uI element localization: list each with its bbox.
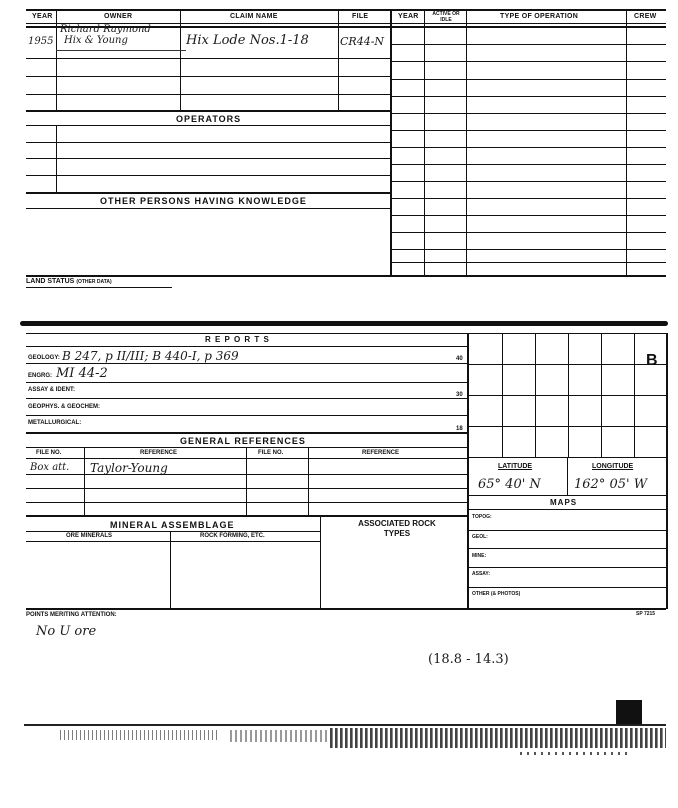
num-30: 30 xyxy=(456,392,463,398)
header-year-2: YEAR xyxy=(398,13,419,20)
land-status xyxy=(26,278,112,285)
operators-title: OPERATORS xyxy=(176,114,242,124)
geol-label: GEOL: xyxy=(472,534,488,540)
col-file-no-2: FILE NO. xyxy=(258,450,284,456)
engrg-label: ENGRG: xyxy=(28,373,52,379)
row1-owner-line2: Hix & Young xyxy=(64,35,128,46)
assay-label: ASSAY: xyxy=(472,571,491,577)
row1-year: 1955 xyxy=(28,36,54,47)
associated-rock-types-title: ASSOCIATED ROCK TYPES xyxy=(358,519,436,538)
scan-edge-noise xyxy=(0,700,678,780)
row1-owner-line1: Richard Raymond xyxy=(60,24,151,35)
col-reference-2: REFERENCE xyxy=(362,450,400,456)
header-active-or-idle: ACTIVE OR IDLE xyxy=(432,11,460,23)
row1-file: CR44-N xyxy=(340,35,385,48)
col-file-no: FILE NO. xyxy=(36,450,62,456)
land-status-label: LAND STATUS xyxy=(26,278,75,285)
row1-claim-name: Hix Lode Nos.1-18 xyxy=(186,33,309,48)
mineral-assemblage-title: MINERAL ASSEMBLAGE xyxy=(110,520,235,530)
num-40: 40 xyxy=(456,356,463,362)
points-code: (18.8 - 14.3) xyxy=(428,652,509,667)
other-persons-title: OTHER PERSONS HAVING KNOWLEDGE xyxy=(100,196,307,206)
header-file: FILE xyxy=(352,13,369,20)
grid-mark: B xyxy=(646,352,658,369)
header-owner: OWNER xyxy=(104,13,133,20)
ref-row1-reference: Taylor-Young xyxy=(90,461,168,475)
reports-title: R E P O R T S xyxy=(205,335,270,344)
metallurgical-label: METALLURGICAL: xyxy=(28,420,82,426)
header-crew: CREW xyxy=(634,13,657,20)
assay-ident-label: ASSAY & IDENT: xyxy=(28,387,76,393)
col-reference: REFERENCE xyxy=(140,450,178,456)
latitude-value: 65° 40' N xyxy=(478,477,541,492)
topog-label: TOPOG: xyxy=(472,514,492,520)
geology-value: B 247, p II/III; B 440-I, p 369 xyxy=(62,349,239,363)
longitude-value: 162° 05' W xyxy=(574,477,648,492)
points-meriting-attention-label: POINTS MERITING ATTENTION: xyxy=(26,612,117,618)
land-status-sub: (OTHER DATA) xyxy=(76,279,112,285)
latitude-label: LATITUDE xyxy=(498,463,533,470)
mine-label: MINE: xyxy=(472,553,487,559)
engrg-value: MI 44-2 xyxy=(56,366,108,381)
geophys-label: GEOPHYS. & GEOCHEM: xyxy=(28,404,101,410)
header-type-of-operation: TYPE OF OPERATION xyxy=(500,13,579,20)
longitude-label: LONGITUDE xyxy=(592,463,634,470)
general-references-title: GENERAL REFERENCES xyxy=(180,436,306,446)
form-number: SP 7215 xyxy=(636,611,656,617)
ref-row1-file: Box att. xyxy=(30,462,70,473)
rock-forming-label: ROCK FORMING, ETC. xyxy=(200,533,265,539)
ore-minerals-label: ORE MINERALS xyxy=(66,533,113,539)
points-note: No U ore xyxy=(36,624,97,639)
geology-label: GEOLOGY: xyxy=(28,355,60,361)
other-photos-label: OTHER (& PHOTOS) xyxy=(472,591,521,597)
maps-title: MAPS xyxy=(550,498,578,507)
header-year: YEAR xyxy=(32,13,53,20)
num-18: 18 xyxy=(456,426,463,432)
header-claim-name: CLAIM NAME xyxy=(230,13,278,20)
